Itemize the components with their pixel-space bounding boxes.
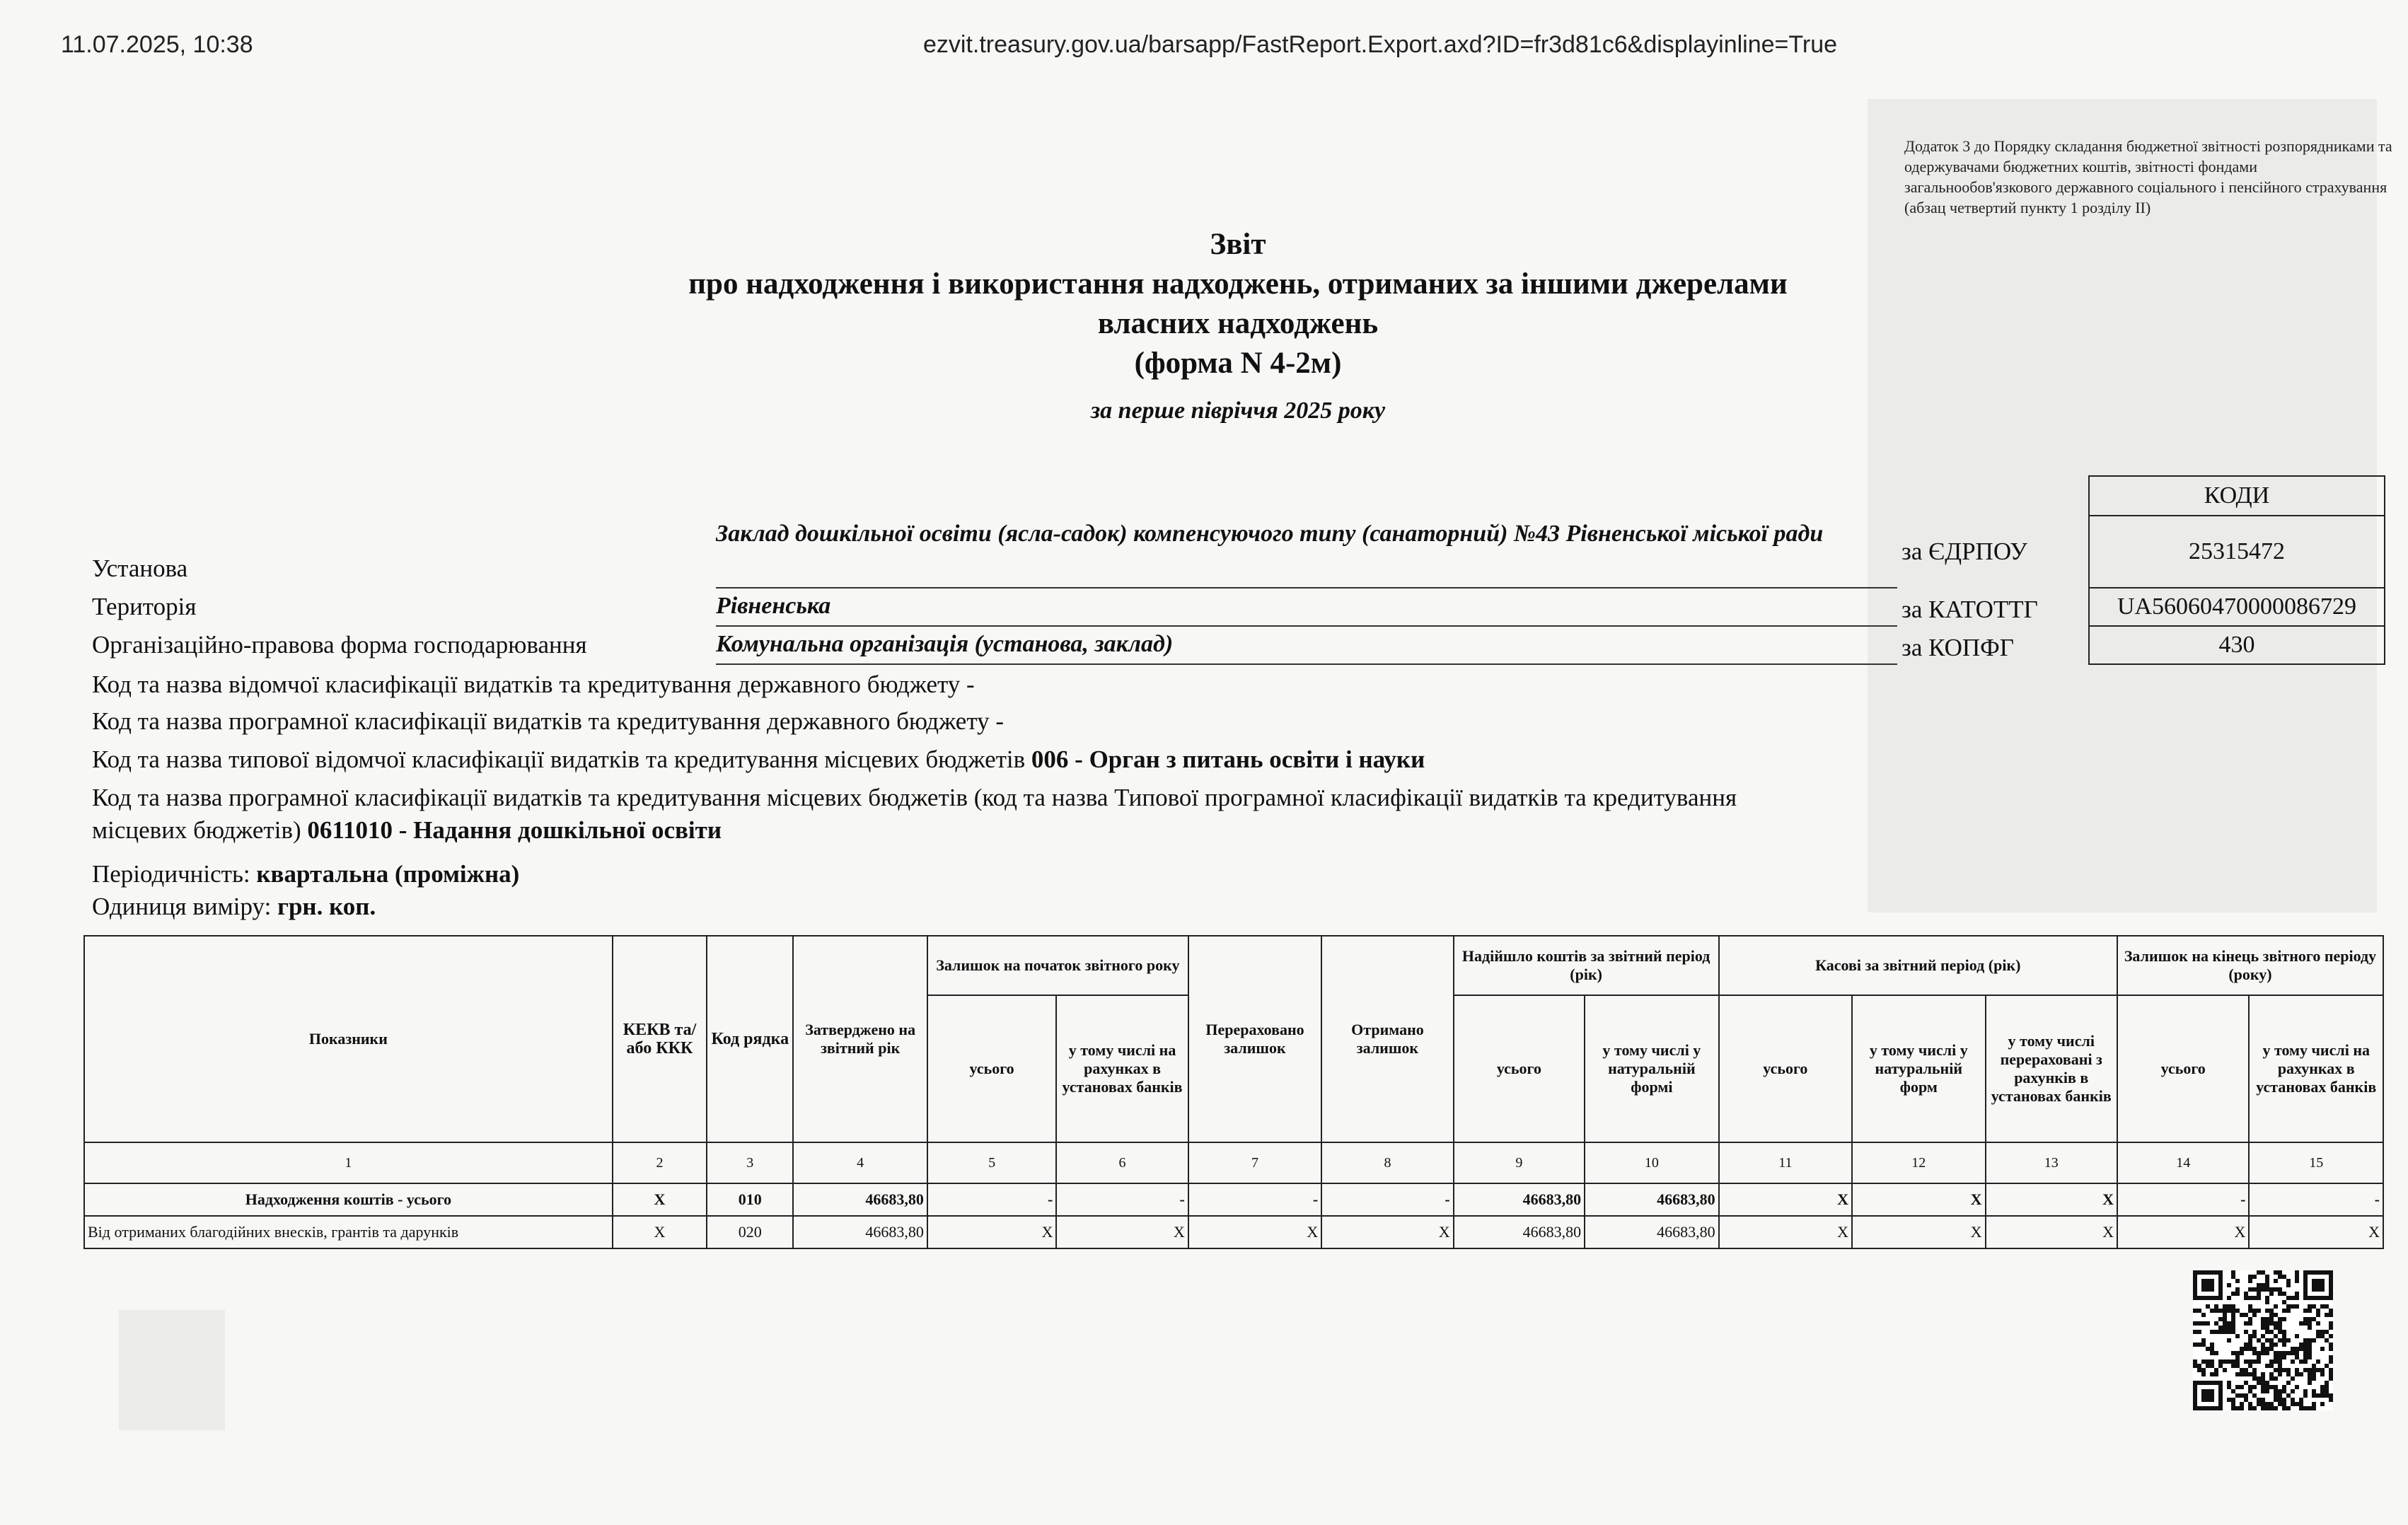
periodicity-label: Періодичність: [92, 860, 250, 888]
edrpou-label: за ЄДРПОУ [1901, 538, 2027, 565]
row-c5: X [927, 1216, 1056, 1248]
periodicity-value: квартальна (проміжна) [256, 860, 520, 888]
header-end-incl-bank: у тому числі на рахунках в установах банків [2249, 995, 2383, 1142]
legal-form-label: Організаційно-правова форма господарювання [92, 631, 587, 659]
header-kekv: КЕКВ та/або ККК [613, 936, 707, 1142]
classification-line-1: Код та назва відомчої класифікації видатків та кредитування державного бюджету - [92, 671, 975, 698]
row-c11: X [1719, 1216, 1852, 1248]
katottg-label: за КАТОТТГ [1901, 596, 2038, 623]
col-num-8: 8 [1321, 1142, 1453, 1183]
col-num-5: 5 [927, 1142, 1056, 1183]
edrpou-value: 25315472 [2089, 516, 2385, 588]
col-num-6: 6 [1056, 1142, 1188, 1183]
report-period: за перше півріччя 2025 року [1090, 398, 1386, 424]
row-c13: X [1986, 1183, 2117, 1216]
kopfg-label: за КОПФГ [1901, 634, 2015, 661]
header-indicators: Показники [84, 936, 613, 1142]
territory-label: Територія [92, 593, 197, 620]
row-c9: 46683,80 [1454, 1216, 1585, 1248]
header-start-incl-bank: у тому числі на рахунках в установах банків [1056, 995, 1188, 1142]
row-name: Від отриманих благодійних внесків, грантів та дарунків [84, 1216, 613, 1248]
qr-code [2193, 1270, 2333, 1410]
territory-value: Рівненська [716, 593, 831, 619]
column-numbers-row [84, 1142, 2383, 1183]
unit [92, 893, 376, 921]
header-received-funds: Надійшло коштів за звітний період (рік) [1454, 936, 1719, 995]
row-c12: X [1852, 1216, 1985, 1248]
katottg-value: UA56060470000086729 [2089, 588, 2385, 626]
classification-line-3-value: 006 - Орган з питань освіти і науки [1031, 746, 1425, 773]
col-num-4: 4 [793, 1142, 927, 1183]
header-row-code: Код рядка [707, 936, 793, 1142]
header-cash: Касові за звітний період (рік) [1719, 936, 2117, 995]
row-code: 020 [707, 1216, 793, 1248]
report-table [83, 935, 2384, 1249]
col-num-3: 3 [707, 1142, 793, 1183]
col-num-7: 7 [1188, 1142, 1321, 1183]
classification-line-4b [92, 816, 722, 845]
codes-header: КОДИ [2089, 476, 2385, 516]
header-approved: Затверджено на звітний рік [793, 936, 927, 1142]
header-balance-start: Залишок на початок звітного року [927, 936, 1188, 995]
header-cash-incl-natural: у тому числі у натуральній форм [1852, 995, 1985, 1142]
institution-value: Заклад дошкільної освіти (ясла-садок) компенсуючого типу (санаторний) №43 Рівненської міської ради [716, 521, 1824, 547]
title-line-1: Звіт [1210, 228, 1266, 261]
header-start-total: усього [927, 995, 1056, 1142]
header-cash-total: усього [1719, 995, 1852, 1142]
row-c5: - [927, 1183, 1056, 1216]
col-num-1: 1 [84, 1142, 613, 1183]
col-num-12: 12 [1852, 1142, 1985, 1183]
header-balance-end: Залишок на кінець звітного періоду (року) [2117, 936, 2383, 995]
row-c8: X [1321, 1216, 1453, 1248]
unit-value: грн. коп. [277, 893, 376, 920]
classification-line-4b-value: 0611010 - Надання дошкільної освіти [307, 816, 722, 844]
row-c12: X [1852, 1183, 1985, 1216]
header-received-total: усього [1454, 995, 1585, 1142]
periodicity [92, 860, 519, 888]
classification-line-4b-prefix: місцевих бюджетів) [92, 816, 301, 844]
row-name: Надходження коштів - усього [84, 1183, 613, 1216]
row-c15: X [2249, 1216, 2383, 1248]
col-num-9: 9 [1454, 1142, 1585, 1183]
row-kekv: X [613, 1183, 707, 1216]
row-code: 010 [707, 1183, 793, 1216]
row-c13: X [1986, 1216, 2117, 1248]
header-end-total: усього [2117, 995, 2249, 1142]
row-c10: 46683,80 [1585, 1216, 1718, 1248]
row-approved: 46683,80 [793, 1183, 927, 1216]
report-title [424, 225, 2051, 383]
classification-line-3 [92, 746, 1425, 774]
row-c9: 46683,80 [1454, 1183, 1585, 1216]
unit-label: Одиниця виміру: [92, 893, 272, 920]
row-c14: X [2117, 1216, 2249, 1248]
row-c7: - [1188, 1183, 1321, 1216]
col-num-10: 10 [1585, 1142, 1718, 1183]
bleed-through-qr [119, 1310, 225, 1430]
appendix-note: Додаток 3 до Порядку складання бюджетної звітності розпорядниками та одержувачами бюджетних коштів, звітності фондами загальнообов'язкового державного соціального і пенсійного страхування (абзац четвертий пункту 1 розділу II) [1904, 137, 2392, 216]
row-c14: - [2117, 1183, 2249, 1216]
col-num-13: 13 [1986, 1142, 2117, 1183]
col-num-2: 2 [613, 1142, 707, 1183]
row-c11: X [1719, 1183, 1852, 1216]
title-line-4: (форма N 4-2м) [1134, 347, 1342, 380]
table-row [84, 1216, 2383, 1248]
table-row [84, 1183, 2383, 1216]
row-c8: - [1321, 1183, 1453, 1216]
header-transferred: Перераховано залишок [1188, 936, 1321, 1142]
print-url: ezvit.treasury.gov.ua/barsapp/FastReport.Export.axd?ID=fr3d81c6&displayinline=True [923, 31, 1838, 58]
row-c15: - [2249, 1183, 2383, 1216]
col-num-14: 14 [2117, 1142, 2249, 1183]
classification-line-3-prefix: Код та назва типової відомчої класифікації видатків та кредитування місцевих бюджетів [92, 746, 1026, 773]
classification-line-2: Код та назва програмної класифікації видатків та кредитування державного бюджету - [92, 707, 1005, 735]
header-received: Отримано залишок [1321, 936, 1453, 1142]
col-num-15: 15 [2249, 1142, 2383, 1183]
header-cash-incl-transferred: у тому числі перераховані з рахунків в установах банків [1986, 995, 2117, 1142]
institution-label: Установа [92, 555, 188, 582]
title-line-2: про надходження і використання надходжень, отриманих за іншими джерелами [688, 267, 1788, 301]
row-c7: X [1188, 1216, 1321, 1248]
codes-box [2088, 475, 2385, 665]
legal-form-value: Комунальна організація (установа, заклад) [716, 631, 1174, 657]
row-c6: - [1056, 1183, 1188, 1216]
title-line-3: власних надходжень [1097, 307, 1379, 340]
col-num-11: 11 [1719, 1142, 1852, 1183]
kopfg-value: 430 [2089, 626, 2385, 664]
row-c6: X [1056, 1216, 1188, 1248]
row-approved: 46683,80 [793, 1216, 927, 1248]
print-timestamp: 11.07.2025, 10:38 [61, 31, 253, 58]
classification-line-4a: Код та назва програмної класифікації видатків та кредитування місцевих бюджетів (код та назва Типової програмної класифікації видатків та кредитування [92, 784, 1737, 811]
header-received-incl-natural: у тому числі у натуральній формі [1585, 995, 1718, 1142]
row-c10: 46683,80 [1585, 1183, 1718, 1216]
row-kekv: X [613, 1216, 707, 1248]
